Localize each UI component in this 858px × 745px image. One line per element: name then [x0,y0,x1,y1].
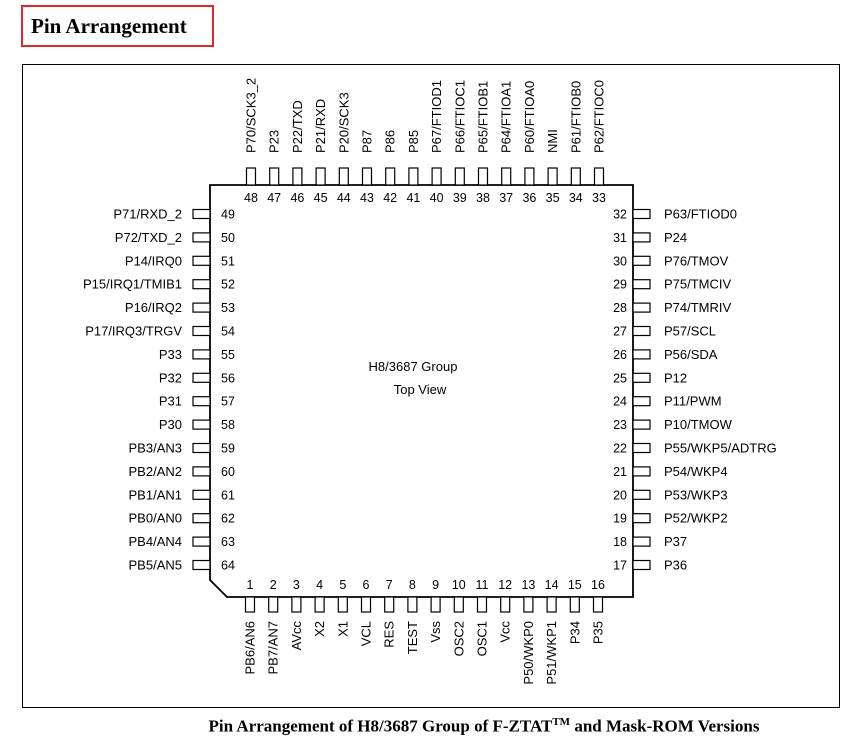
pin-label-p17-irq3-trgv: P17/IRQ3/TRGV [85,323,182,339]
pin-pad-42 [386,168,395,185]
pin-label-p22-txd: P22/TXD [289,100,305,153]
pin-number-42: 42 [383,191,398,205]
pin-label-p61-ftiob0: P61/FTIOB0 [568,80,584,153]
pin-pad-10 [454,597,463,612]
pin-label-p24: P24 [664,229,688,245]
pin-label-osc2: OSC2 [451,621,467,657]
pin-label-p32: P32 [158,370,182,386]
pin-label-p63-ftiod0: P63/FTIOD0 [664,206,737,222]
pin-pad-60 [193,467,210,476]
pin-number-13: 13 [521,578,536,592]
pin-pad-38 [479,168,488,185]
pin-pad-59 [193,444,210,453]
pin-number-8: 8 [408,578,416,592]
pin-number-17: 17 [613,558,627,573]
pin-pad-34 [571,168,580,185]
pin-label-p23: P23 [266,129,282,153]
pin-label-p31: P31 [158,393,182,409]
pin-label-pb3-an3: PB3/AN3 [128,440,182,456]
pin-pad-7 [385,597,394,612]
pin-number-22: 22 [613,441,627,456]
pin-pad-32 [633,210,650,219]
pin-pad-33 [595,168,604,185]
pin-label-p57-scl: P57/SCL [664,323,717,339]
pin-number-36: 36 [522,191,537,205]
pin-label-p67-ftiod1: P67/FTIOD1 [429,80,445,153]
pin-label-p50-wkp0: P50/WKP0 [520,621,536,685]
pin-pad-24 [633,397,650,406]
pin-pad-8 [408,597,417,612]
pin-label-p62-ftioc0: P62/FTIOC0 [591,80,607,153]
pin-label-p15-irq1-tmib1: P15/IRQ1/TMIB1 [83,276,182,292]
pin-label-p11-pwm: P11/PWM [664,393,722,409]
pin-label-vss: Vss [428,621,444,643]
pin-number-52: 52 [221,277,235,292]
pin-number-7: 7 [385,578,393,592]
pin-number-49: 49 [221,207,235,222]
pin-label-p12: P12 [664,370,688,386]
pin-label-p21-rxd: P21/RXD [313,98,329,153]
pin-pad-29 [633,280,650,289]
pin-number-27: 27 [613,324,627,339]
pin-pad-39 [455,168,464,185]
pin-label-p56-sda: P56/SDA [664,346,718,362]
pin-pad-52 [193,280,210,289]
pin-pad-15 [570,597,579,612]
pin-number-46: 46 [290,191,305,205]
pin-number-19: 19 [613,511,627,526]
pin-number-3: 3 [292,578,300,592]
pin-number-40: 40 [429,191,444,205]
pin-label-test: TEST [404,621,420,655]
pin-label-pb0-an0: PB0/AN0 [128,510,182,526]
pin-label-p35: P35 [590,621,606,645]
pin-label-p85: P85 [405,129,421,153]
pin-pad-12 [501,597,510,612]
pin-label-osc1: OSC1 [474,621,490,657]
pin-number-28: 28 [613,301,627,316]
pin-label-p54-wkp4: P54/WKP4 [664,463,728,479]
pin-label-p75-tmciv: P75/TMCIV [664,276,732,292]
pin-number-23: 23 [613,418,627,433]
pin-pad-28 [633,303,650,312]
pin-pad-21 [633,467,650,476]
pin-pad-37 [502,168,511,185]
pin-number-62: 62 [221,511,235,526]
pin-pad-49 [193,210,210,219]
pin-number-2: 2 [269,578,277,592]
pin-pad-50 [193,233,210,242]
pin-label-p37: P37 [664,534,688,550]
pin-number-12: 12 [498,578,513,592]
pin-pad-61 [193,490,210,499]
pin-number-34: 34 [568,191,583,205]
pin-number-1: 1 [246,578,254,592]
figure-caption [0,716,858,737]
pin-number-51: 51 [221,254,235,269]
pin-number-60: 60 [221,464,235,479]
pin-label-p70-sck3-2: P70/SCK3_2 [243,77,259,153]
pin-pad-44 [339,168,348,185]
pin-pad-48 [247,168,256,185]
pin-pad-64 [193,561,210,570]
pin-pad-46 [293,168,302,185]
pin-number-64: 64 [221,558,235,573]
pin-number-14: 14 [544,578,559,592]
caption-trademark: TM [552,716,571,728]
pin-label-p76-tmov: P76/TMOV [664,253,729,269]
pin-label-p33: P33 [158,346,182,362]
pin-pad-31 [633,233,650,242]
pin-pad-55 [193,350,210,359]
pin-label-p30: P30 [158,417,182,433]
pin-pad-35 [548,168,557,185]
chip-group-label: H8/3687 Group [368,359,458,374]
pin-label-p36: P36 [664,557,688,573]
pin-number-33: 33 [592,191,606,205]
pin-number-11: 11 [475,578,489,592]
pin-pad-25 [633,373,650,382]
pin-number-43: 43 [360,191,374,205]
pin-number-57: 57 [221,394,235,409]
pin-label-avcc: AVcc [288,621,304,651]
pin-number-58: 58 [221,418,235,433]
pin-number-50: 50 [221,230,235,245]
pin-pad-45 [316,168,325,185]
pin-pad-63 [193,537,210,546]
pin-pad-40 [432,168,441,185]
pin-number-61: 61 [221,488,235,503]
pin-pad-18 [633,537,650,546]
pin-label-p71-rxd-2: P71/RXD_2 [113,206,182,222]
pin-label-p10-tmow: P10/TMOW [664,417,732,433]
pin-label-pb7-an7: PB7/AN7 [265,621,281,675]
pin-number-41: 41 [406,191,421,205]
pin-pad-3 [292,597,301,612]
pin-number-5: 5 [339,578,347,592]
pin-number-20: 20 [613,488,627,503]
pin-number-35: 35 [545,191,560,205]
pin-label-vcc: Vcc [497,621,513,643]
pin-pad-62 [193,514,210,523]
pin-label-p55-wkp5-adtrg: P55/WKP5/ADTRG [664,440,777,456]
pin-number-59: 59 [221,441,235,456]
pin-label-x2: X2 [312,621,328,637]
pin-pad-22 [633,444,650,453]
pin-pad-57 [193,397,210,406]
pin-pad-47 [270,168,279,185]
pin-number-4: 4 [316,578,324,592]
pin-pad-11 [478,597,487,612]
pin-label-pb2-an2: PB2/AN2 [128,463,182,479]
pin-pad-51 [193,256,210,265]
pin-number-29: 29 [613,277,627,292]
pin-pad-56 [193,373,210,382]
pin-pad-20 [633,490,650,499]
pin-pad-30 [633,256,650,265]
pin-number-39: 39 [452,191,467,205]
pin-label-p86: P86 [382,129,398,153]
pin-pad-26 [633,350,650,359]
pin-pad-23 [633,420,650,429]
pin-label-pb5-an5: PB5/AN5 [128,557,182,573]
pin-pad-14 [547,597,556,612]
pin-number-6: 6 [362,578,370,592]
pin-pad-53 [193,303,210,312]
pin-label-p20-sck3: P20/SCK3 [336,92,352,153]
pin-label-res: RES [381,621,397,648]
pin-label-p53-wkp3: P53/WKP3 [664,487,728,503]
pin-pad-41 [409,168,418,185]
pin-number-26: 26 [613,347,627,362]
pin-number-10: 10 [451,578,466,592]
pin-number-56: 56 [221,371,235,386]
pin-label-pb1-an1: PB1/AN1 [128,487,182,503]
caption-main: Pin Arrangement of H8/3687 Group of F-ZTAT [208,716,553,736]
pin-pad-5 [338,597,347,612]
pin-number-16: 16 [591,578,605,592]
pin-number-44: 44 [336,191,351,205]
pin-pad-6 [362,597,371,612]
pin-label-vcl: VCL [358,621,374,647]
pin-label-p52-wkp2: P52/WKP2 [664,510,728,526]
pin-label-p16-irq2: P16/IRQ2 [124,300,182,316]
pin-pad-43 [363,168,372,185]
pin-number-55: 55 [221,347,235,362]
pin-label-x1: X1 [335,621,351,637]
pin-pad-17 [633,561,650,570]
pin-number-47: 47 [267,191,282,205]
pin-pad-58 [193,420,210,429]
pin-number-31: 31 [613,230,627,245]
pin-label-pb6-an6: PB6/AN6 [242,621,258,675]
pin-label-p14-irq0: P14/IRQ0 [124,253,182,269]
caption-tail: and Mask-ROM Versions [570,716,760,736]
pin-label-pb4-an4: PB4/AN4 [128,534,182,550]
pin-label-p51-wkp1: P51/WKP1 [544,621,560,685]
pin-number-15: 15 [567,578,582,592]
pin-number-25: 25 [613,371,627,386]
pin-label-p65-ftiob1: P65/FTIOB1 [475,80,491,153]
pin-number-30: 30 [613,254,627,269]
pin-pad-2 [269,597,278,612]
pin-label-p74-tmriv: P74/TMRIV [664,300,732,316]
pin-number-37: 37 [499,191,514,205]
pin-number-53: 53 [221,301,235,316]
pin-pad-27 [633,327,650,336]
pin-pad-36 [525,168,534,185]
pin-pad-1 [246,597,255,612]
pin-number-38: 38 [476,191,490,205]
pin-label-p72-txd-2: P72/TXD_2 [114,229,182,245]
pin-number-48: 48 [244,191,258,205]
pin-label-p66-ftioc1: P66/FTIOC1 [452,80,468,153]
pin-label-p60-ftioa0: P60/FTIOA0 [521,80,537,153]
pin-label-p34: P34 [567,621,583,645]
pin-number-18: 18 [613,535,627,550]
chip-view-label: Top View [393,382,447,397]
pin-pad-4 [315,597,324,612]
pin-number-45: 45 [313,191,328,205]
pin-number-54: 54 [221,324,235,339]
pin-number-63: 63 [221,535,235,550]
pin-label-nmi: NMI [545,129,561,153]
pin-label-p87: P87 [359,129,375,153]
pin-pad-13 [524,597,533,612]
pin-pad-16 [594,597,603,612]
pin-number-24: 24 [613,394,627,409]
pin-pad-54 [193,327,210,336]
page-title: Pin Arrangement [21,5,214,47]
pin-pad-19 [633,514,650,523]
pin-number-21: 21 [613,464,627,479]
pin-number-32: 32 [613,207,627,222]
pin-pad-9 [431,597,440,612]
pin-number-9: 9 [432,578,440,592]
pin-label-p64-ftioa1: P64/FTIOA1 [498,80,514,153]
